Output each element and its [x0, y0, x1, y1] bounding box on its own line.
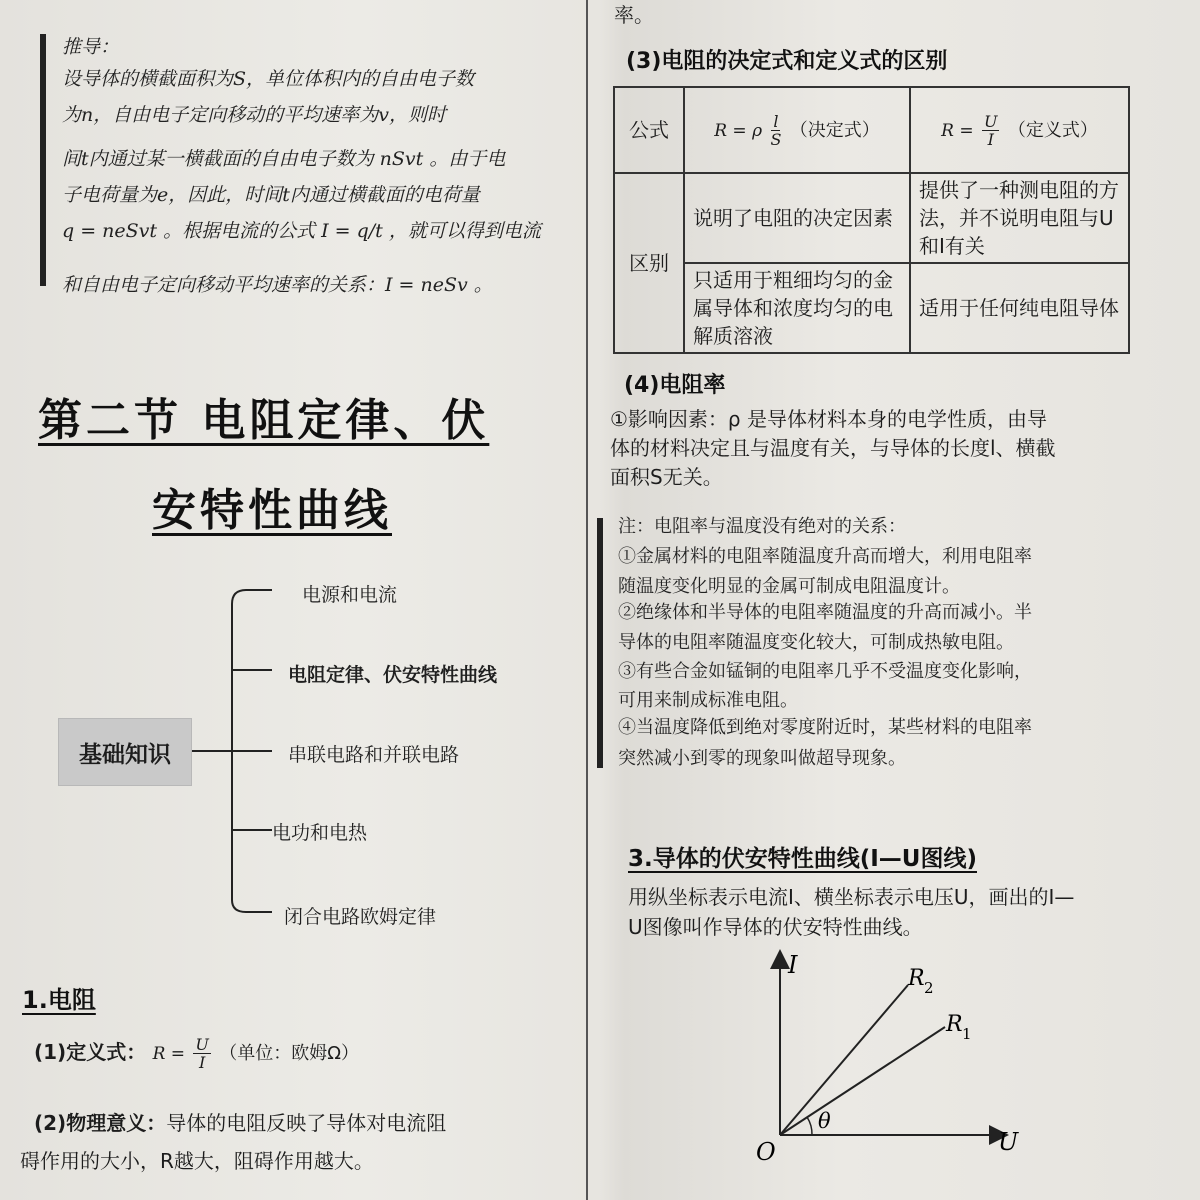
angle-arc: [807, 1117, 812, 1135]
resistance-heading: 1.电阻: [22, 986, 96, 1014]
meaning-label: (2)物理意义：: [34, 1111, 167, 1135]
difference-heading: (3)电阻的决定式和定义式的区别: [626, 49, 948, 74]
mindmap-item: 闭合电路欧姆定律: [284, 906, 437, 928]
definition-fraction: [982, 113, 999, 148]
r2-subscript: 2: [924, 979, 934, 997]
definition-label: (1)定义式：: [34, 1040, 147, 1064]
meaning-text: 导体的电阻反映了导体对电流阻: [166, 1111, 447, 1135]
mindmap-root: 基础知识: [58, 718, 192, 786]
meaning-line2: 碍作用的大小，R越大，阻碍作用越大。: [20, 1149, 374, 1173]
derivation-line: 间t内通过某一横截面的自由电子数为 nSvt 。由于电: [62, 148, 506, 170]
resistivity-line: 面积S无关。: [610, 465, 723, 489]
fraction-numerator: U: [195, 1035, 209, 1054]
derivation-line: q = neSvt 。根据电流的公式 I = q/t ，就可以得到电流: [62, 220, 541, 242]
r2-line: [780, 985, 908, 1135]
formula-comparison-table: [613, 86, 1130, 354]
derivation-line: 和自由电子定向移动平均速率的关系：I = neSv 。: [62, 274, 493, 296]
definition-lhs: R =: [152, 1044, 186, 1064]
table-cell: 适用于任何纯电阻导体: [910, 263, 1129, 353]
fraction-numerator: U: [983, 111, 998, 131]
derivation-label: 推导：: [62, 36, 120, 58]
mindmap-connectors: [0, 0, 590, 960]
decisive-lhs: R = ρ: [714, 120, 763, 141]
note-bar: [597, 518, 603, 768]
table-cell: 只适用于粗细均匀的金属导体和浓度均匀的电解质溶液: [684, 263, 910, 353]
definition-fraction: [193, 1036, 210, 1071]
definition-formula: [34, 1036, 359, 1071]
resistivity-line: 体的材料决定且与温度有关，与导体的长度l、横截: [610, 436, 1056, 460]
derivation-line: 设导体的横截面积为S，单位体积内的自由电子数: [62, 68, 475, 90]
mindmap-item: 电功和电热: [272, 822, 368, 844]
meaning-line1: [34, 1108, 446, 1139]
r1-line: [780, 1027, 945, 1135]
x-axis-label: U: [998, 1128, 1019, 1156]
note-line: 注：电阻率与温度没有绝对的关系：: [618, 516, 906, 537]
decisive-formula-cell: [684, 87, 910, 173]
definition-lhs: R =: [941, 120, 974, 141]
iu-curve-line: 用纵坐标表示电流I、横坐标表示电压U，画出的I—: [628, 885, 1075, 909]
row-label-formula: 公式: [614, 87, 684, 173]
derivation-line: 为n，自由电子定向移动的平均速率为v，则时: [62, 104, 446, 126]
iu-graph: [740, 945, 1040, 1175]
origin-label: O: [756, 1138, 776, 1166]
row-label-difference: 区别: [614, 173, 684, 353]
note-line: ①金属材料的电阻率随温度升高而增大，利用电阻率: [618, 546, 1032, 567]
derivation-line: 子电荷量为e，因此，时间t内通过横截面的电荷量: [62, 184, 480, 206]
definition-formula-cell: [910, 87, 1129, 173]
iu-curve-line: U图像叫作导体的伏安特性曲线。: [628, 915, 923, 939]
r1-subscript: 1: [962, 1025, 972, 1043]
fraction-denominator: I: [987, 129, 994, 149]
decisive-tag: （决定式）: [789, 119, 880, 141]
resistivity-heading: (4)电阻率: [624, 373, 726, 398]
note-line: ②绝缘体和半导体的电阻率随温度的升高而减小。半: [618, 602, 1032, 623]
continued-fragment: 率。: [614, 3, 654, 27]
fraction-denominator: I: [198, 1053, 206, 1072]
mindmap-item-current: 电阻定律、伏安特性曲线: [288, 664, 498, 686]
mindmap-item: 串联电路和并联电路: [288, 744, 460, 766]
table-cell: 说明了电阻的决定因素: [684, 173, 910, 263]
angle-label: θ: [818, 1109, 831, 1133]
note-line: ④当温度降低到绝对零度附近时，某些材料的电阻率: [618, 717, 1032, 738]
r1-label: R: [946, 1012, 963, 1037]
iu-curve-heading: 3.导体的伏安特性曲线(I—U图线): [628, 846, 977, 872]
definition-tag: （定义式）: [1007, 119, 1098, 141]
note-line: 导体的电阻率随温度变化较大，可制成热敏电阻。: [618, 632, 1014, 653]
section-title-line1: 第二节 电阻定律、伏: [38, 395, 490, 446]
r2-label: R: [908, 966, 925, 991]
definition-unit: （单位：欧姆Ω）: [219, 1043, 359, 1064]
note-line: ③有些合金如锰铜的电阻率几乎不受温度变化影响，: [618, 661, 1032, 682]
note-line: 突然减小到零的现象叫做超导现象。: [618, 748, 906, 769]
mindmap-item: 电源和电流: [302, 584, 398, 606]
y-axis-label: I: [788, 951, 798, 979]
fraction-denominator: S: [770, 129, 782, 149]
resistivity-line: ①影响因素：ρ 是导体材料本身的电学性质，由导: [610, 407, 1047, 431]
table-cell: 提供了一种测电阻的方法，并不说明电阻与U和I有关: [910, 173, 1129, 263]
decisive-fraction: [770, 113, 781, 148]
note-line: 可用来制成标准电阻。: [618, 690, 798, 711]
note-line: 随温度变化明显的金属可制成电阻温度计。: [618, 576, 960, 597]
section-title-line2: 安特性曲线: [152, 485, 392, 536]
fraction-numerator: l: [773, 111, 779, 131]
